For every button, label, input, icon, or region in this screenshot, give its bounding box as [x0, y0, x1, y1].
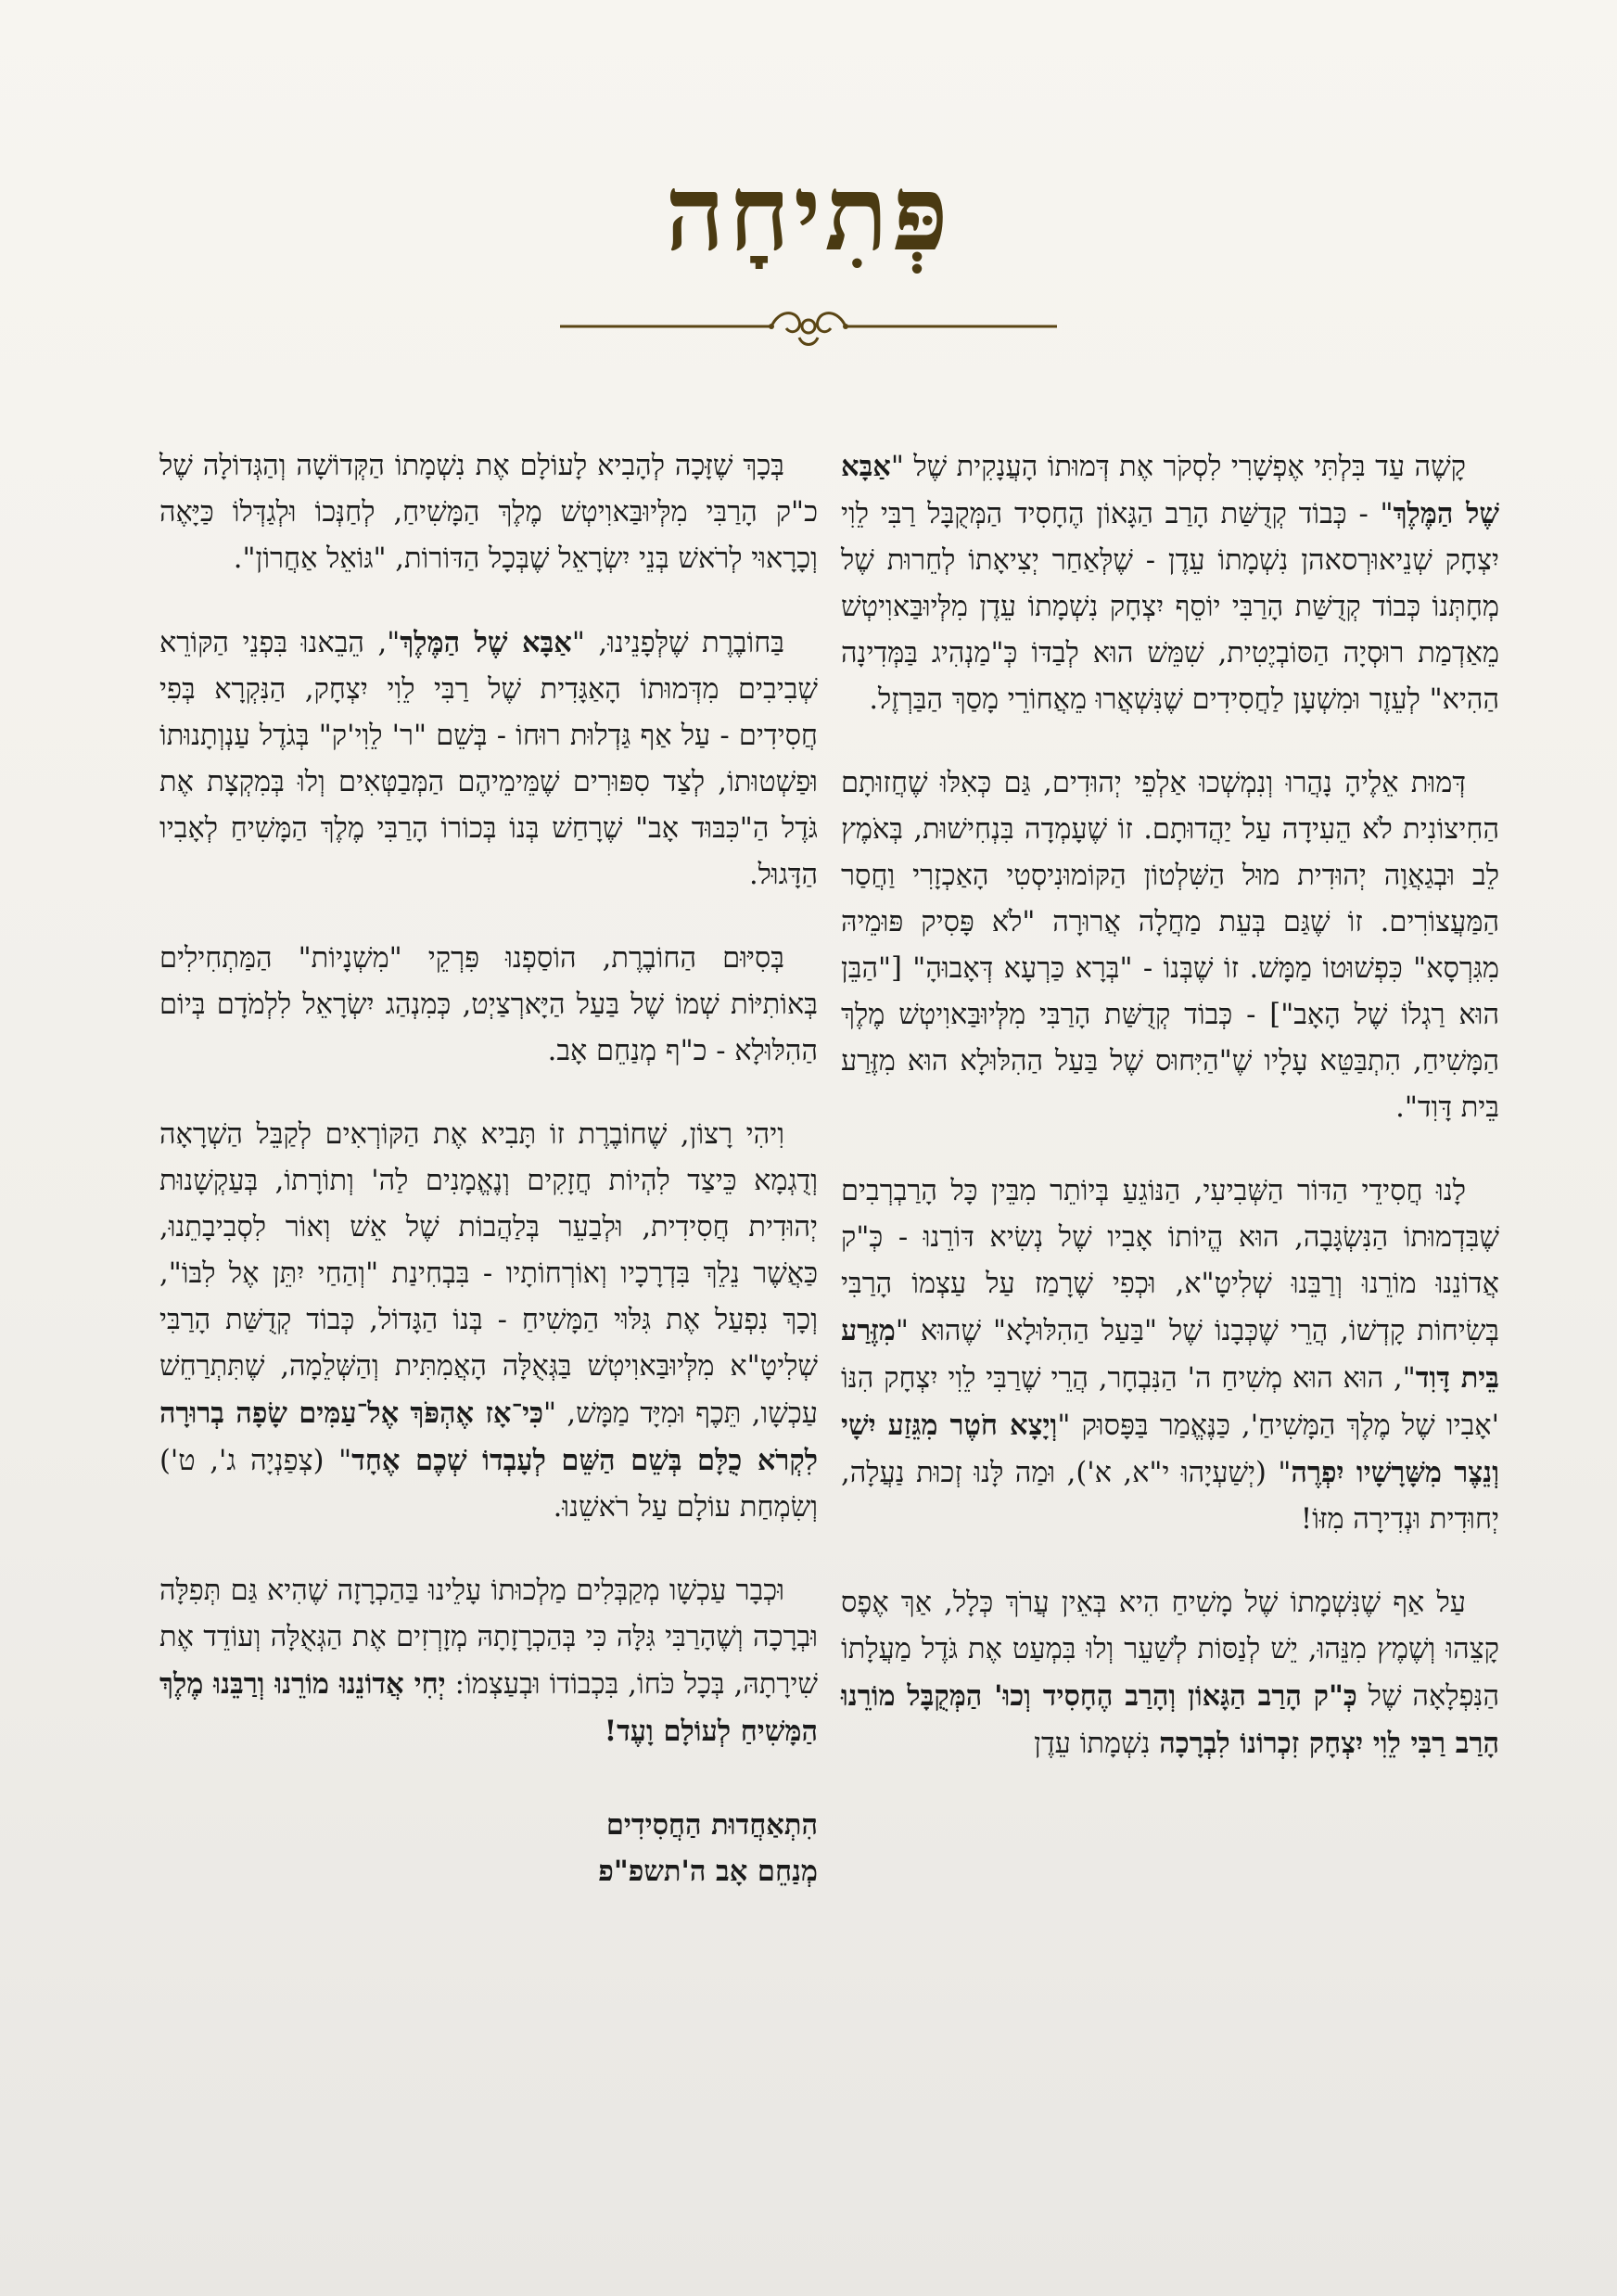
text-run: עַל אַף שֶׁנִּשְׁמָתוֹ שֶׁל מָשִׁיחַ הִיא בְּאֵין עֲרֹךְ כְּלָל, אַךְ אֶפֶס קָצֵהוּ וְשֶׁמֶץ מִנֵּהוּ, יֵשׁ לְנַסּוֹת לְשַׁעֵר וְלוּ בִּמְעַט אֶת גֹּדֶל מַעֲלָתוֹ הַנִּפְלָאָה שֶׁל: [841, 1587, 1499, 1713]
text-run: וִיהִי רָצוֹן, שֶׁחוֹבֶרֶת זוֹ תָּבִיא אֶת הַקּוֹרְאִים לְקַבֵּל הַשְׁרָאָה וְדֻגְמָא כֵּיצַד לִהְיוֹת חֲזָקִים וְנֶאֱמָנִים לַה' וְתוֹרָתוֹ, בְּעַקְשָׁנוּת יְהוּדִית חֲסִידִית, וּלְבַעֵר בְּלַהֲבוֹת שֶׁל אֵשׁ וְאוֹר לִסְבִיבָתֵנוּ, כַּאֲשֶׁר נֵלֵךְ בִּדְרָכָיו וְאוֹרְחוֹתָיו - בִּבְחִינַת "וְהַחַי יִתֵּן אֶל לִבּוֹ", וְכָךְ נִפְעַל אֶת גִּלּוּי הַמָּשִׁיחַ - בְּנוֹ הַגָּדוֹל, כְּבוֹד קְדֻשַּׁת הָרַבִּי שְׁלִיטָ"א מִלְּיוּבַּאוִיטְשׁ בַּגְּאֻלָּה הָאֲמִתִּית וְהַשְּׁלֵמָה, שֶׁתִּתְרַחֵשׁ עַכְשָׁו, תֵּכֶף וּמִיָּד מַמָּשׁ, ": [159, 1118, 818, 1430]
text-run: ", הוּא הוּא מְשִׁיחַ ה' הַנִּבְחָר, הֲרֵי שֶׁרַבִּי לֵוִי יִצְחָק הִנּוֹ 'אָבִיו שֶׁל מֶלֶךְ הַמָּשִׁיחַ', כַּנֶּאֱמַר בַּפָּסוּק ": [841, 1362, 1499, 1442]
paragraph: [841, 443, 1499, 723]
signature-date: מְנַחֵם אָב ה'תשפ"פ: [598, 1855, 818, 1888]
signature-org: הִתְאַחֲדוּת הַחֲסִידִים: [605, 1808, 818, 1842]
text-run: וּכְבָר עַכְשָׁו מְקַבְּלִים מַלְכוּתוֹ עָלֵינוּ בַּהַכְרָזָה שֶׁהִיא גַּם תְּפִלָּה וּבְרָכָה וְשֶׁהָרַבִּי גִּלָּה כִּי בְּהַכְרָזָתָהּ מְזָרְזִים אֶת הַגְּאֻלָּה וְעוֹדֵד אֶת שִׁירָתָהּ, בְּכָל כֹּחוֹ, בִּכְבוֹדוֹ וּבְעַצְמוֹ:: [159, 1575, 818, 1701]
paragraph: [159, 443, 818, 582]
paragraph: [159, 619, 818, 899]
bold-text: וְיָצָא חֹטֶר מִגֵּזַע יִשָׁי וְנֵצֶר מִשָּׁרָשָׁיו יִפְרֶה: [841, 1409, 1499, 1489]
text-run: " (יְשַׁעְיָהוּ י"א, א'), וּמַה לָּנוּ זְכוּת נַעֲלָה, יְחוּדִית וּנְדִירָה מִזּוֹ!: [841, 1457, 1499, 1536]
text-run: נִשְׁמָתוֹ עֵדֶן: [1034, 1728, 1160, 1760]
bold-text: כִּי־אָז אֶהְפֹּךְ אֶל־עַמִּים שָׂפָה בְרוּרָה לִקְרֹא כֻלָּם בְּשֵׁם הַשֵּׁם לְעָבְדוֹ שְׁכֶם אֶחָד: [159, 1397, 818, 1477]
right-column: [841, 443, 1499, 1805]
text-run: דְּמוּת אֵלֶיהָ נָהֲרוּ וְנִמְשְׁכוּ אַלְפֵי יְהוּדִים, גַּם כְּאִלּוּ שֶׁחֲזוּתָם הַחִיצוֹנִית לֹא הֵעִידָה עַל יַהֲדוּתָם. זוֹ שֶׁעָמְדָה בִּנְחִישׁוּת, בְּאֹמֶץ לֵב וּבְגַאֲוָה יְהוּדִית מוּל הַשִּׁלְטוֹן הַקּוֹמוּנִיסְטִי הָאַכְזָרִי וַחֲסַר הַמַּעֲצוֹרִים. זוֹ שֶׁגַּם בְּעֵת מַחֲלָה אֲרוּרָה "לֹא פָּסִיק פּוּמֵיהּ מִגִּרְסָא" כִּפְשׁוּטוֹ מַמָּשׁ. זוֹ שֶׁבְּנוֹ - "בְּרָא כַּרְעָא דְּאָבוּהָ" ["הַבֵּן הוּא רַגְלוֹ שֶׁל הָאָב"] - כְּבוֹד קְדֻשַּׁת הָרַבִּי מִלְּיוּבַּאוִיטְשׁ מֶלֶךְ הַמָּשִׁיחַ, הִתְבַּטֵּא עָלָיו שֶׁ"הַיִּחוּס שֶׁל בַּעַל הַהִלּוּלָא הוּא מִזֶּרַע בֵּית דָּוִד".: [841, 767, 1499, 1124]
text-run: " (צְפַנְיָה ג', ט') וְשִׂמְחַת עוֹלָם עַל רֹאשֵׁנוּ.: [159, 1445, 818, 1524]
bold-text: יְחִי אֲדוֹנֵנוּ מוֹרֵנוּ וְרַבֵּנוּ מֶלֶךְ הַמָּשִׁיחַ לְעוֹלָם וָעֶד!: [159, 1667, 818, 1748]
scroll-divider-ornament-icon: [556, 299, 1061, 354]
text-run: קָשֶׁה עַד בִּלְתִּי אֶפְשָׁרִי לִסְקֹר אֶת דְּמוּתוֹ הָעֲנָקִית שֶׁל ": [890, 451, 1466, 483]
text-run: לָנוּ חֲסִידֵי הַדּוֹר הַשְּׁבִיעִי, הַנּוֹגֵעַ בְּיוֹתֵר מִבֵּין כָּל הָרַבְרְבִים שֶׁבִּדְמוּתוֹ הַנִּשְׂגָּבָה, הוּא הֱיוֹתוֹ אָבִיו שֶׁל נְשִׂיא דּוֹרֵנוּ - כְּ"ק אֲדוֹנֵנוּ מוֹרֵנוּ וְרַבֵּנוּ שְׁלִיטָ"א, וּכְפִי שֶׁרָמַז עַל עַצְמוֹ הָרַבִּי בְּשִׂיחוֹת קָדְשׁוֹ, הֲרֵי שֶׁכְּבָנוֹ שֶׁל "בַּעַל הַהִלּוּלָא" שֶׁהוּא ": [841, 1175, 1499, 1347]
paragraph: [159, 1568, 818, 1755]
paragraph: [159, 1112, 818, 1531]
bold-text: אַבָּא שֶׁל הַמֶּלֶךְ: [841, 450, 1499, 530]
page-title: פְּתִיחָה: [665, 153, 952, 274]
left-column: [159, 443, 818, 1894]
text-run: בְּכָךְ שֶׁזָּכָה לְהָבִיא לָעוֹלָם אֶת נִשְׁמָתוֹ הַקְּדוֹשָׁה וְהַגְּדוֹלָה שֶׁל כ"ק הָרַבִּי מִלְּיוּבַּאוִיטְשׁ מֶלֶךְ הַמָּשִׁיחַ, לְחַנְּכוֹ וּלְגַדְּלוֹ כַּיָּאֶה וְכָרָאוּי לְרֹאשׁ בְּנֵי יִשְׂרָאֵל שֶׁבְּכָל הַדּוֹרוֹת, "גּוֹאֵל אַחֲרוֹן".: [159, 450, 818, 575]
bold-text: אַבָּא שֶׁל הַמֶּלֶךְ: [400, 626, 572, 659]
text-run: " - כְּבוֹד קְדֻשַּׁת הָרַב הַגָּאוֹן הֶחָסִיד הַמְּקֻבָּל רַבִּי לֵוִי יִצְחָק שְׁנֵיאוּרְסאהן נִשְׁמָתוֹ עֵדֶן - שֶׁלְּאַחַר יְצִיאָתוֹ לְחֵרוּת שֶׁל מְחָתְּנוֹ כְּבוֹד קְדֻשַּׁת הָרַבִּי יוֹסֵף יִצְחָק נִשְׁמָתוֹ עֵדֶן מִלְּיוּבַּאוִיטְשׁ מֵאַדְמַת רוּסְיָה הַסּוֹבְיֶטִית, שִׁמֵּשׁ הוּא לְבַדּוֹ כְּ"מַנְהִיג בַּמְּדִינָה הַהִיא" לְעֵזֶר וּמִשְׁעָן לַחֲסִידִים שֶׁנִּשְׁאֲרוּ מֵאֲחוֹרֵי מָסַךְ הַבַּרְזֶל.: [841, 498, 1499, 716]
bold-text: כְּ"ק הָרַב הַגָּאוֹן וְהָרַב הֶחָסִיד וְכוּ' הַמְּקֻבָּל מוֹרֵנוּ הָרַב רַבִּי לֵוִי יִצְחָק זִכְרוֹנוֹ לִבְרָכָה: [841, 1679, 1499, 1760]
paragraph: [841, 760, 1499, 1131]
bold-text: מִזֶּרַע בֵּית דָּוִד: [841, 1314, 1499, 1395]
paragraph: [841, 1580, 1499, 1767]
text-run: ", הֵבֵאנוּ בִּפְנֵי הַקּוֹרֵא שְׁבִיבִים מִדְּמוּתוֹ הָאַגָּדִית שֶׁל רַבִּי לֵוִי יִצְחָק, הַנִּקְרָא בְּפִי חֲסִידִים - עַל אַף גַּדְלוּת רוּחוֹ - בְּשֵׁם "ר' לֵוִי'ק" בְּגֹדֶל עַנְוְתָנוּתוֹ וּפַשְׁטוּתוֹ, לְצַד סִפּוּרִים שֶׁמֵּימֵיהֶם הַמְּבַטְּאִים וְלוּ בְּמִקְצָת אֶת גֹּדֶל הַ"כִּבּוּד אָב" שֶׁרָחַשׁ בְּנוֹ בְּכוֹרוֹ הָרַבִּי מֶלֶךְ הַמָּשִׁיחַ לְאָבִיו הַדָּגוּל.: [159, 627, 818, 891]
signature: [159, 1802, 818, 1894]
paragraph: [841, 1168, 1499, 1543]
text-run: בַּחוֹבֶרֶת שֶׁלְּפָנֵינוּ, ": [571, 627, 784, 659]
text-run: בְּסִיּוּם הַחוֹבֶרֶת, הוֹסַפְנוּ פִּרְקֵי "מִשְׁנָיוֹת" הַמַּתְחִילִים בְּאוֹתִיּוֹת שְׁמוֹ שֶׁל בַּעַל הַיָּארְצַיְט, כְּמִנְהַג יִשְׂרָאֵל לִלְמֹדָם בְּיוֹם הַהִלּוּלָא - כ"ף מְנַחֵם אָב.: [159, 942, 818, 1067]
paragraph: [159, 936, 818, 1075]
